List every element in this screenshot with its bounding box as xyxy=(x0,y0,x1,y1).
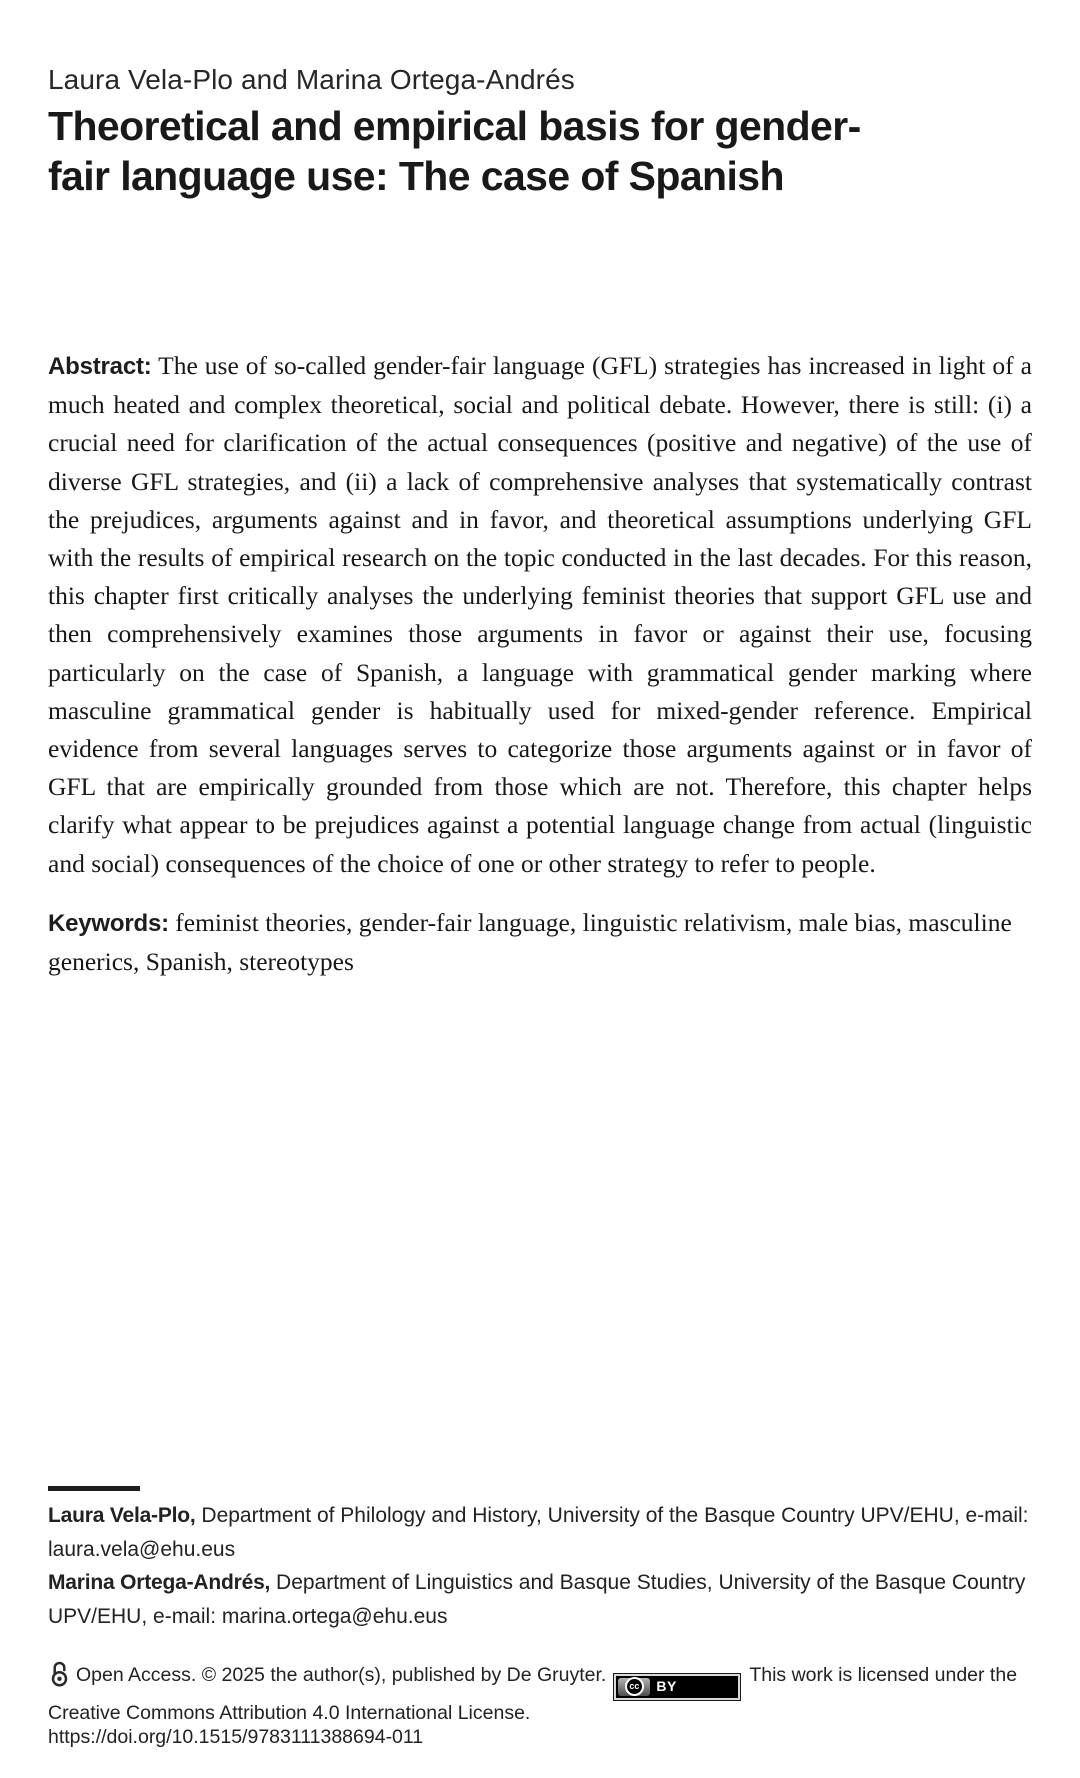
license-block xyxy=(48,1660,1044,1750)
cc-icon xyxy=(618,1678,650,1696)
author-affiliations xyxy=(48,1499,1038,1633)
footnote-divider xyxy=(48,1486,140,1491)
abstract-text: The use of so-called gender-fair language (GFL) strategies has increased in light of a much heated and complex theoretical, social and political debate. However, there is still: (i) a crucial need for clarification of the actual consequences (positive and negative) of the use of diverse GFL strategies, and (ii) a lack of comprehensive analyses that systematically contrast the prejudices, arguments against and in favor, and theoretical assumptions underlying GFL with the results of empirical research on the topic conducted in the last decades. For this reason, this chapter first critically analyses the underlying feminist theories that support GFL use and then comprehensively examines those arguments in favor or against their use, focusing particularly on the case of Spanish, a language with grammatical gender marking where masculine grammatical gender is habitually used for mixed-gender reference. Empirical evidence from several languages serves to categorize those arguments against or in favor of GFL that are empirically grounded from those which are not. Therefore, this chapter helps clarify what appear to be prejudices against a potential language change from actual (linguistic and social) consequences of the choice of one or other strategy to refer to people. xyxy=(48,351,1032,878)
license-statement: This work is licensed under the Creative Commons Attribution 4.0 International License. xyxy=(48,1664,1018,1724)
cc-by-badge-inner xyxy=(616,1676,738,1698)
license-line xyxy=(48,1660,1044,1725)
cc-by-label: BY xyxy=(656,1678,677,1695)
open-access-icon xyxy=(48,1660,71,1694)
keywords-text: feminist theories, gender-fair language, linguistic relativism, male bias, masculine generics, Spanish, stereotypes xyxy=(48,907,1012,977)
chapter-title: Theoretical and empirical basis for gender-fair language use: The case of Spanish xyxy=(48,103,861,199)
author1-name: Laura Vela-Plo, xyxy=(48,1504,196,1527)
author2-name: Marina Ortega-Andrés, xyxy=(48,1571,271,1594)
open-access-text: Open Access. © 2025 the author(s), published by De Gruyter. xyxy=(76,1664,607,1686)
author2-details: Department of Linguistics and Basque Studies, University of the Basque Country UPV/EHU, e-mail: marina.ortega@ehu.eus xyxy=(48,1571,1026,1628)
abstract-paragraph xyxy=(48,347,1032,883)
keywords-paragraph xyxy=(48,904,1032,981)
main-content xyxy=(48,347,1032,981)
authors-line: Laura Vela-Plo and Marina Ortega-Andrés xyxy=(48,64,575,95)
author1-affiliation xyxy=(48,1499,1038,1566)
author1-details: Department of Philology and History, University of the Basque Country UPV/EHU, e-mail: laura.vela@ehu.eus xyxy=(48,1504,1029,1561)
abstract-label: Abstract: xyxy=(48,353,152,380)
cc-circle-glyph: cc xyxy=(625,1677,644,1696)
doi-link[interactable]: https://doi.org/10.1515/9783111388694-011 xyxy=(48,1726,424,1748)
author2-affiliation xyxy=(48,1566,1038,1633)
keywords-label: Keywords: xyxy=(48,909,169,937)
cc-by-badge xyxy=(613,1673,741,1701)
